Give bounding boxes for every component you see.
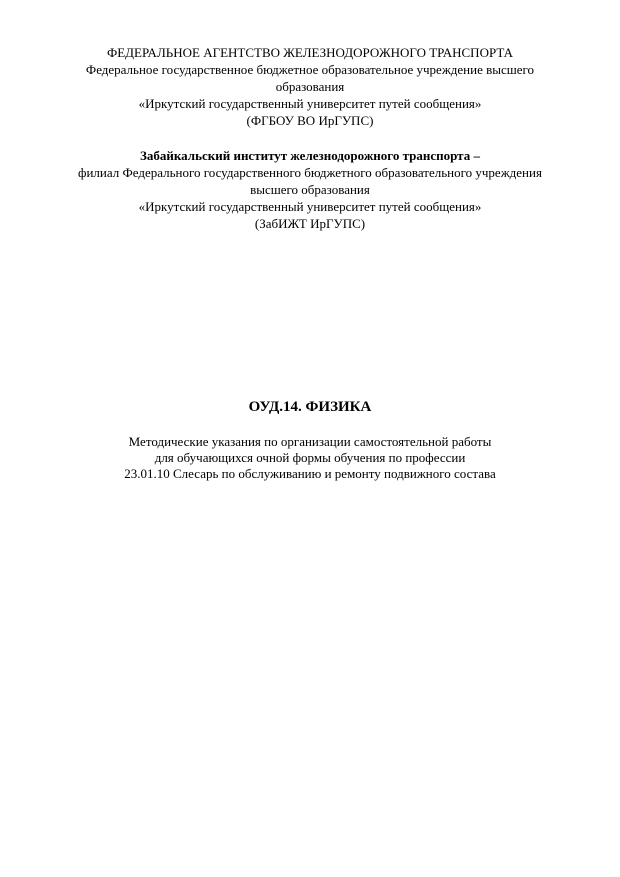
agency-header	[40, 44, 580, 129]
course-title: ОУД.14. ФИЗИКА	[248, 399, 372, 415]
description-line-2: для обучающихся очной формы обучения по профессии	[154, 450, 466, 465]
institution-type-line-2: образования	[275, 79, 345, 94]
agency-name: ФЕДЕРАЛЬНОЕ АГЕНТСТВО ЖЕЛЕЗНОДОРОЖНОГО ТРАНСПОРТА	[106, 45, 514, 60]
branch-header	[40, 147, 580, 232]
university-name: «Иркутский государственный университет путей сообщения»	[138, 96, 482, 111]
university-abbreviation: (ФГБОУ ВО ИрГУПС)	[246, 113, 374, 128]
branch-line-2: высшего образования	[250, 182, 370, 197]
description-line-1: Методические указания по организации самостоятельной работы	[128, 434, 492, 449]
document-description	[40, 434, 580, 482]
institution-type-line-1: Федеральное государственное бюджетное образовательное учреждение высшего	[85, 62, 535, 77]
branch-line-1: филиал Федерального государственного бюджетного образовательного учреждения	[78, 165, 542, 180]
branch-abbreviation: (ЗабИЖТ ИрГУПС)	[254, 216, 366, 231]
branch-university-name: «Иркутский государственный университет путей сообщения»	[138, 199, 482, 214]
description-line-3: 23.01.10 Слесарь по обслуживанию и ремонту подвижного состава	[124, 466, 496, 481]
branch-title: Забайкальский институт железнодорожного транспорта –	[140, 148, 480, 163]
